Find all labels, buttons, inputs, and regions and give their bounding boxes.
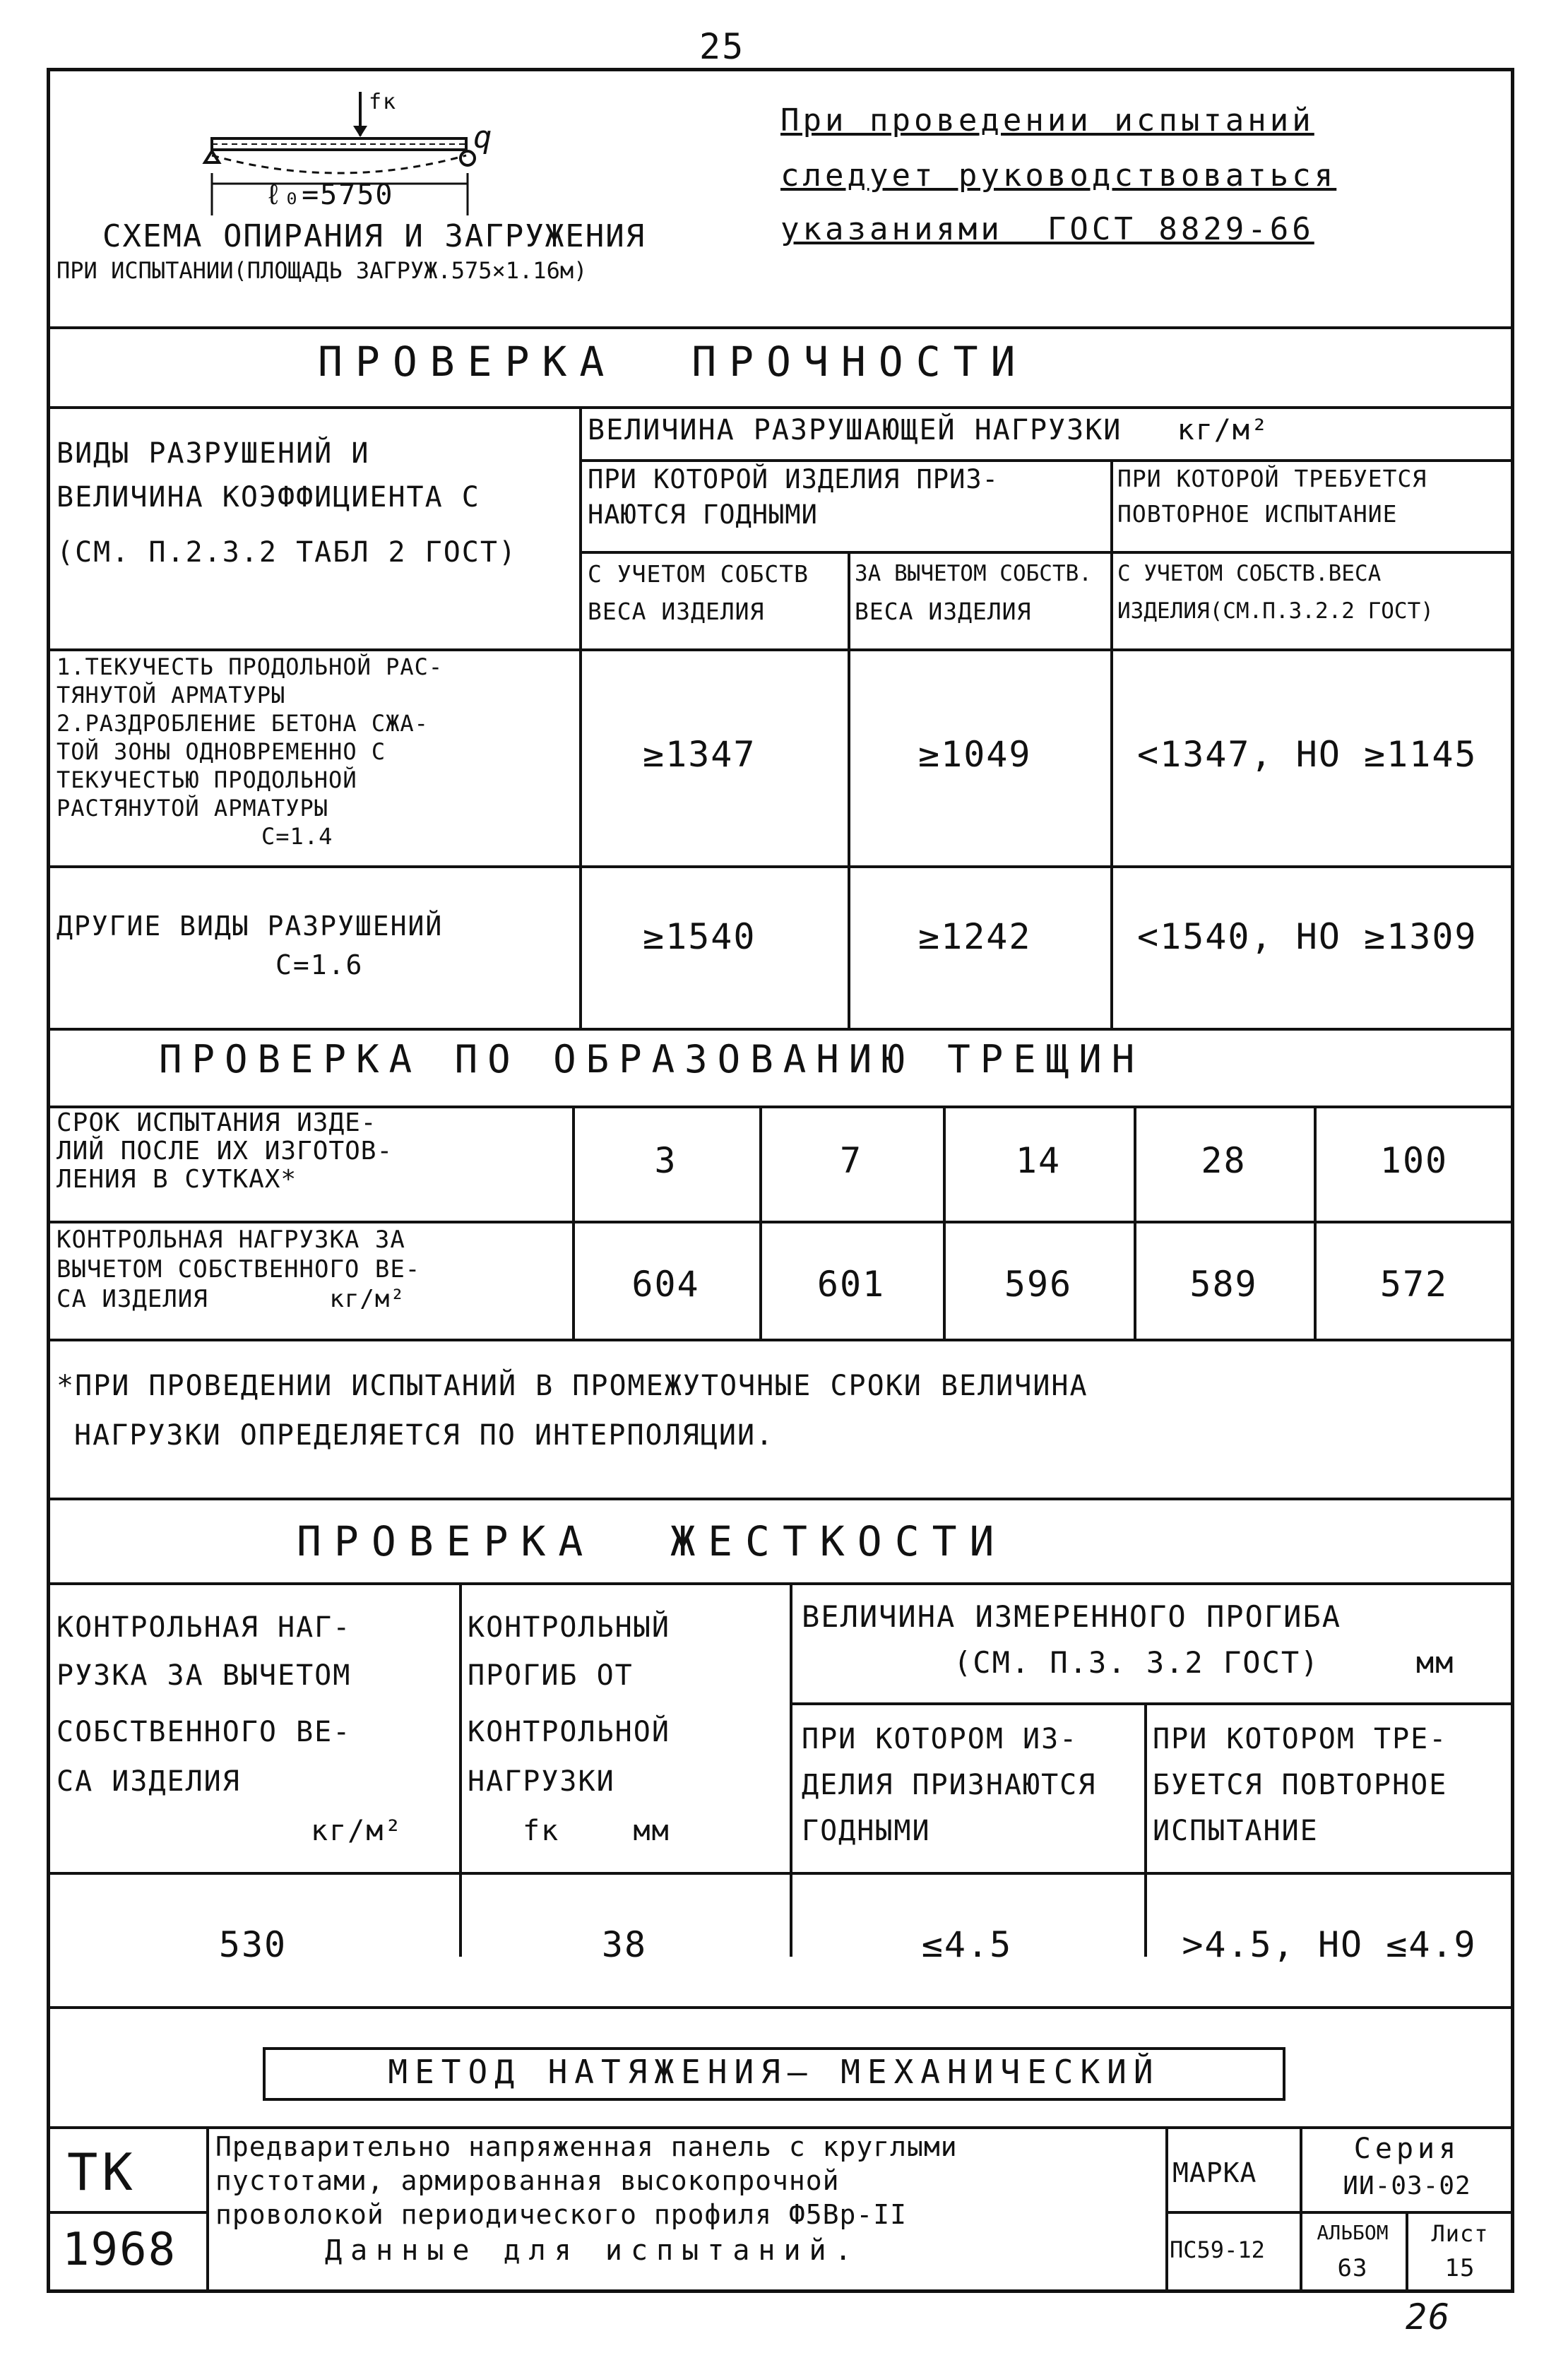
subheader-without-weight-1: ЗА ВЫЧЕТОМ СОБСТВ. xyxy=(855,561,1092,586)
control-load-label-2: ВЫЧЕТОМ СОБСТВЕННОГО ВЕ- xyxy=(57,1255,421,1284)
marka-label: МАРКА xyxy=(1172,2157,1257,2188)
title-desc-3: проволокой периодического профиля Ф5Вр-II xyxy=(215,2199,907,2230)
stiff-retest-deflection: >4.5, НО ≤4.9 xyxy=(1182,1924,1477,1965)
row1-with-weight: ≥1347 xyxy=(643,734,756,775)
failure-types-header-3: (СМ. П.2.3.2 ТАБЛ 2 ГОСТ) xyxy=(57,536,518,569)
stiff-col3-3: ГОДНЫМИ xyxy=(802,1815,931,1847)
row1-desc-1: 1.ТЕКУЧЕСТЬ ПРОДОЛЬНОЙ РАС- xyxy=(57,653,444,680)
notice-line-2: следует руководствоваться xyxy=(780,158,1337,194)
failure-types-header-1: ВИДЫ РАЗРУШЕНИЙ И xyxy=(57,437,370,470)
stiff-col1-1: КОНТРОЛЬНАЯ НАГ- xyxy=(57,1611,352,1644)
title-desc-1: Предварительно напряженная панель с круглыми xyxy=(215,2131,958,2162)
stiff-col1-4: СА ИЗДЕЛИЯ xyxy=(57,1765,241,1798)
row1-retest: <1347, НО ≥1145 xyxy=(1137,734,1478,775)
title-desc-4: Данные для испытаний. xyxy=(325,2234,860,2267)
term-label-2: ЛИЙ ПОСЛЕ ИХ ИЗГОТОВ- xyxy=(57,1137,393,1166)
load-604: 604 xyxy=(631,1264,700,1305)
title-desc-2: пустотами, армированная высокопрочной xyxy=(215,2165,840,2196)
row2-coef: C=1.6 xyxy=(275,949,364,980)
notice-line-1: При проведении испытаний xyxy=(780,102,1314,138)
stiff-fit-deflection: ≤4.5 xyxy=(921,1924,1013,1965)
subheader-with-weight-1: С УЧЕТОМ СОБСТВ xyxy=(588,560,809,588)
stiff-col2-unit: fк мм xyxy=(523,1815,670,1847)
notice-line-3: указаниями ГОСТ 8829-66 xyxy=(780,211,1314,247)
load-596: 596 xyxy=(1004,1264,1073,1305)
series-label: Серия xyxy=(1353,2133,1461,2165)
stiff-col2-1: КОНТРОЛЬНЫЙ xyxy=(468,1611,670,1644)
row2-desc-1: ДРУГИЕ ВИДЫ РАЗРУШЕНИЙ xyxy=(57,911,444,942)
sheet-label: Лист xyxy=(1431,2220,1489,2247)
retest-header-1: ПРИ КОТОРОЙ ТРЕБУЕТСЯ xyxy=(1117,465,1427,492)
fit-header-2: НАЮТСЯ ГОДНЫМИ xyxy=(588,499,818,530)
row1-desc-3: 2.РАЗДРОБЛЕНИЕ БЕТОНА СЖА- xyxy=(57,710,429,737)
row1-desc-4: ТОЙ ЗОНЫ ОДНОВРЕМЕННО С xyxy=(57,738,386,765)
subheader-retest-1: С УЧЕТОМ СОБСТВ.ВЕСА xyxy=(1117,561,1382,586)
measured-header-2: (СМ. П.3. 3.2 ГОСТ) мм xyxy=(954,1645,1455,1680)
stiff-control-load: 530 xyxy=(218,1924,287,1965)
subheader-retest-2: ИЗДЕЛИЯ(СМ.П.3.2.2 ГОСТ) xyxy=(1117,598,1434,624)
bottom-page-number: 26 xyxy=(1406,2296,1451,2337)
stiff-col1-2: РУЗКА ЗА ВЫЧЕТОМ xyxy=(57,1659,352,1692)
failure-types-header-2: ВЕЛИЧИНА КОЭФФИЦИЕНТА С xyxy=(57,481,480,514)
cracks-title: ПРОВЕРКА ПО ОБРАЗОВАНИЮ ТРЕЩИН xyxy=(159,1037,1145,1081)
days-3: 3 xyxy=(654,1140,677,1181)
load-label: q xyxy=(473,119,494,155)
control-load-label-3: СА ИЗДЕЛИЯ кг/м² xyxy=(57,1285,405,1313)
row1-desc-5: ТЕКУЧЕСТЬЮ ПРОДОЛЬНОЙ xyxy=(57,766,357,793)
marka-value: ПС59-12 xyxy=(1170,2236,1265,2263)
stiff-col1-unit: кг/м² xyxy=(311,1815,403,1847)
row2-without-weight: ≥1242 xyxy=(918,916,1032,957)
album-label: АЛЬБОМ xyxy=(1317,2221,1389,2244)
days-7: 7 xyxy=(839,1140,863,1181)
scheme-caption-1: СХЕМА ОПИРАНИЯ И ЗАГРУЖЕНИЯ xyxy=(102,218,646,254)
stiff-col3-2: ДЕЛИЯ ПРИЗНАЮТСЯ xyxy=(802,1769,1097,1801)
strength-title: ПРОВЕРКА ПРОЧНОСТИ xyxy=(318,338,1028,386)
stiff-col1-3: СОБСТВЕННОГО ВЕ- xyxy=(57,1716,352,1748)
page-number: 25 xyxy=(699,26,745,67)
row1-coef: C=1.4 xyxy=(261,823,333,850)
measured-header-1: ВЕЛИЧИНА ИЗМЕРЕННОГО ПРОГИБА xyxy=(802,1599,1342,1634)
stiff-col4-2: БУЕТСЯ ПОВТОРНОЕ xyxy=(1153,1769,1448,1801)
term-label-1: СРОК ИСПЫТАНИЯ ИЗДЕ- xyxy=(57,1108,377,1137)
series-value: ИИ-03-02 xyxy=(1343,2171,1471,2200)
retest-header-2: ПОВТОРНОЕ ИСПЫТАНИЕ xyxy=(1117,500,1398,528)
row2-retest: <1540, НО ≥1309 xyxy=(1137,916,1478,957)
row2-with-weight: ≥1540 xyxy=(643,916,756,957)
row1-without-weight: ≥1049 xyxy=(918,734,1032,775)
sheet-value: 15 xyxy=(1444,2254,1475,2282)
stiff-col3-1: ПРИ КОТОРОМ ИЗ- xyxy=(802,1723,1079,1755)
stiff-col4-1: ПРИ КОТОРОМ ТРЕ- xyxy=(1153,1723,1448,1755)
deflection-label: fк xyxy=(369,90,398,114)
row1-desc-2: ТЯНУТОЙ АРМАТУРЫ xyxy=(57,682,286,709)
subheader-with-weight-2: ВЕСА ИЗДЕЛИЯ xyxy=(588,598,765,625)
stiff-col2-3: КОНТРОЛЬНОЙ xyxy=(468,1716,670,1748)
footnote-line-2: НАГРУЗКИ ОПРЕДЕЛЯЕТСЯ ПО ИНТЕРПОЛЯЦИИ. xyxy=(74,1419,775,1452)
span-label: ℓ₀=5750 xyxy=(265,179,394,211)
year: 1968 xyxy=(62,2224,177,2276)
days-28: 28 xyxy=(1201,1140,1247,1181)
stiff-control-deflection: 38 xyxy=(601,1924,648,1965)
fit-header-1: ПРИ КОТОРОЙ ИЗДЕЛИЯ ПРИЗ- xyxy=(588,464,999,494)
days-100: 100 xyxy=(1379,1140,1449,1181)
control-load-label-1: КОНТРОЛЬНАЯ НАГРУЗКА ЗА xyxy=(57,1226,405,1254)
days-14: 14 xyxy=(1015,1140,1062,1181)
load-601: 601 xyxy=(816,1264,886,1305)
stiff-col4-3: ИСПЫТАНИЕ xyxy=(1153,1815,1319,1847)
load-589: 589 xyxy=(1189,1264,1258,1305)
stiff-col2-4: НАГРУЗКИ xyxy=(468,1765,615,1798)
footnote-line-1: *ПРИ ПРОВЕДЕНИИ ИСПЫТАНИЙ В ПРОМЕЖУТОЧНЫЕ СРОКИ ВЕЛИЧИНА xyxy=(57,1370,1088,1402)
term-label-3: ЛЕНИЯ В СУТКАХ* xyxy=(57,1165,297,1194)
load-572: 572 xyxy=(1379,1264,1449,1305)
stiff-col2-2: ПРОГИБ ОТ xyxy=(468,1659,634,1692)
stiffness-title: ПРОВЕРКА ЖЕСТКОСТИ xyxy=(297,1517,1007,1565)
breaking-load-header: ВЕЛИЧИНА РАЗРУШАЮЩЕЙ НАГРУЗКИ кг/м² xyxy=(588,414,1270,446)
subheader-without-weight-2: ВЕСА ИЗДЕЛИЯ xyxy=(855,598,1032,625)
scheme-caption-2: ПРИ ИСПЫТАНИИ(ПЛОЩАДЬ ЗАГРУЖ.575×1.16м) xyxy=(57,257,588,284)
org-code: ТК xyxy=(67,2142,137,2202)
row1-desc-6: РАСТЯНУТОЙ АРМАТУРЫ xyxy=(57,795,329,822)
album-value: 63 xyxy=(1337,2254,1368,2282)
tension-method: МЕТОД НАТЯЖЕНИЯ– МЕХАНИЧЕСКИЙ xyxy=(388,2053,1160,2091)
